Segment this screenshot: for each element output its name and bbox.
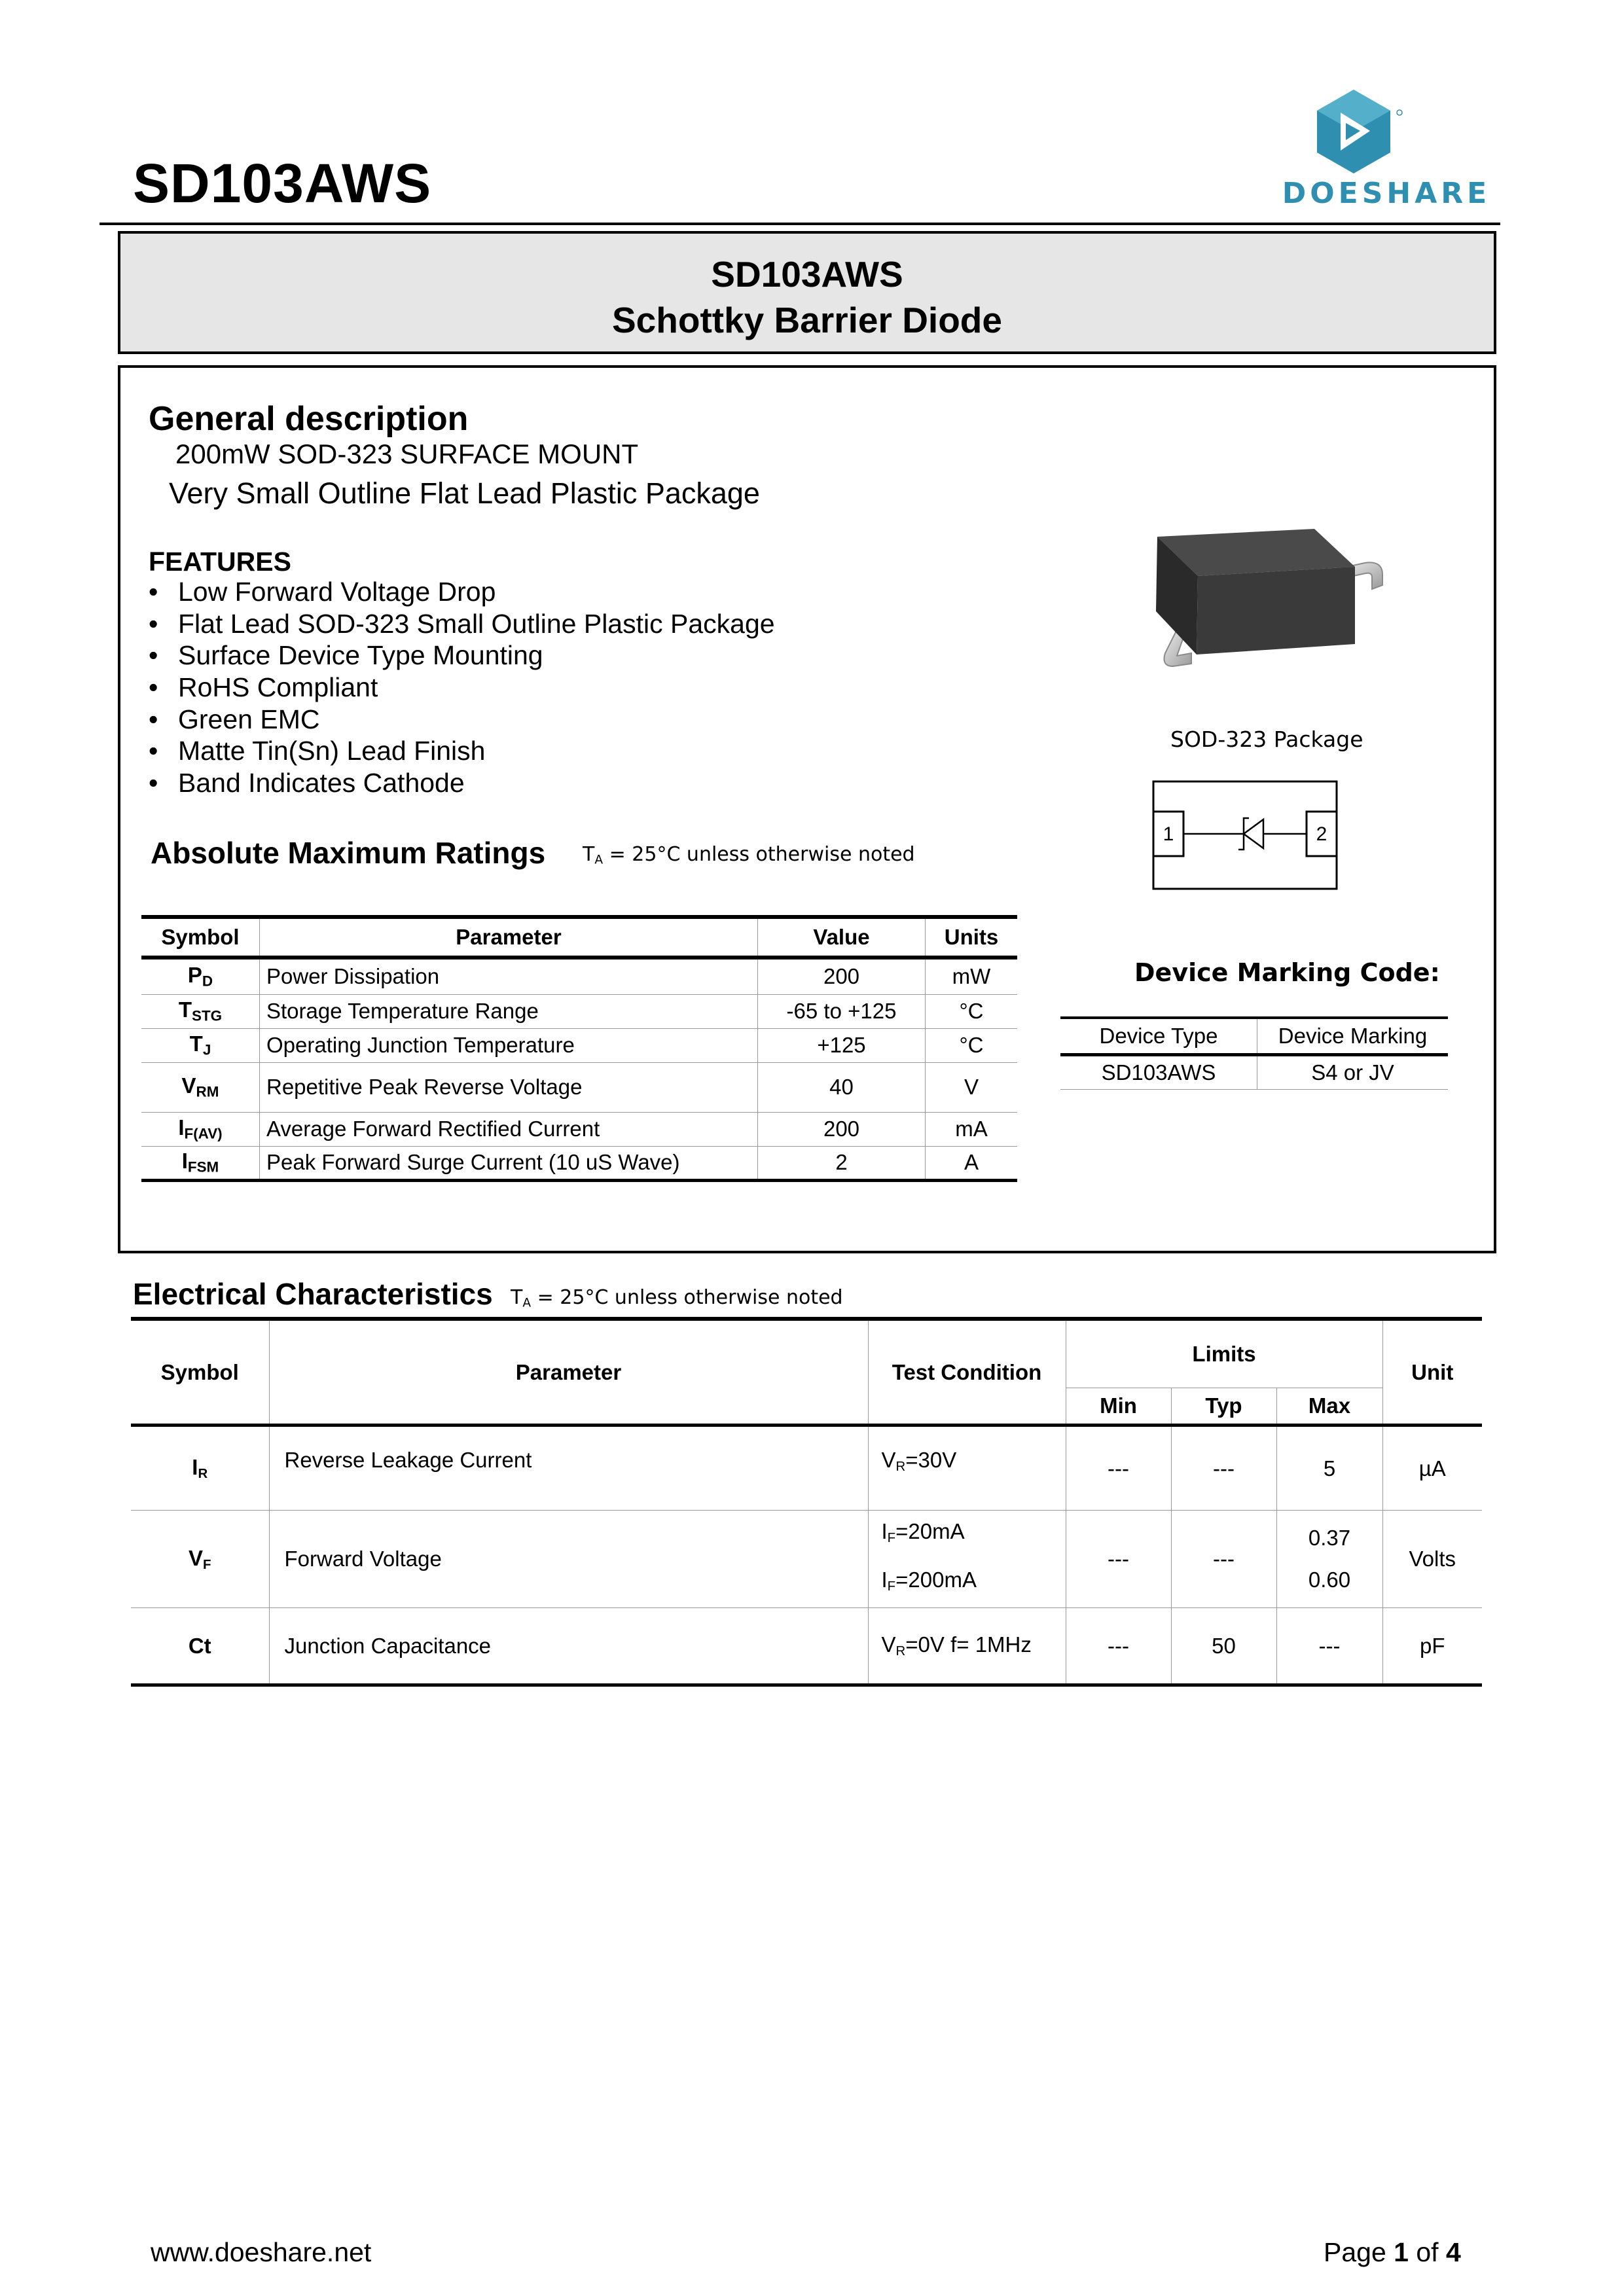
feature-item: • Band Indicates Cathode [149,768,465,798]
column-header: Parameter [260,917,758,958]
value-cell: +125 [758,1028,926,1062]
feature-item: • Matte Tin(Sn) Lead Finish [149,736,486,766]
value-cell: 200 [758,958,926,994]
general-description-line: Very Small Outline Flat Lead Plastic Package [169,476,760,510]
symbol-cell: $V_F$ [131,1511,269,1608]
feature-item: • Low Forward Voltage Drop [149,577,496,607]
title-divider [99,223,1500,225]
symbol-cell: $I_{FSM}$ [141,1146,260,1180]
banner-part-number: SD103AWS [711,254,903,295]
sod323-package-image [1139,529,1401,686]
unit-cell: Volts [1382,1511,1482,1608]
parameter-cell: Forward Voltage [269,1511,868,1608]
electrical-note: $T_A = 25^\circ C$ unless otherwise noted [511,1286,843,1310]
parameter-cell: Reverse Leakage Current [269,1426,868,1511]
units-cell: mA [926,1112,1018,1146]
table-row [141,1146,1017,1180]
column-header: Symbol [131,1319,269,1426]
table-header-row [131,1319,1482,1388]
table-header-row [1060,1018,1448,1055]
table-row [1060,1055,1448,1090]
unit-cell: µA [1382,1426,1482,1511]
typ-cell: --- [1171,1511,1276,1608]
column-header: Unit [1382,1319,1482,1426]
general-description-line: 200mW SOD-323 SURFACE MOUNT [175,439,639,469]
parameter-cell: Power Dissipation [260,958,758,994]
condition-cell: $I_F=20mA$ $I_F=200mA$ [868,1511,1066,1608]
value-cell: 200 [758,1112,926,1146]
symbol-cell: $T_{STG}$ [141,994,260,1028]
units-cell: °C [926,994,1018,1028]
brand-wordmark: DOESHARE [1282,177,1491,210]
column-header: Test Condition [868,1319,1066,1426]
units-cell: mW [926,958,1018,994]
max-cell: 0.37 0.60 [1276,1511,1382,1608]
table-row [141,994,1017,1028]
symbol-cell: $I_{F(AV)}$ [141,1112,260,1146]
min-cell: --- [1066,1426,1171,1511]
banner-subtitle: Schottky Barrier Diode [611,300,1002,340]
device-marking-heading: Device Marking Code: [1134,958,1440,987]
column-header: Value [758,917,926,958]
max-cell: --- [1276,1608,1382,1685]
condition-cell: $V_R=0V$ f= 1MHz [868,1608,1066,1685]
unit-cell: pF [1382,1608,1482,1685]
column-header: Device Type [1060,1018,1257,1055]
device-type-cell: SD103AWS [1060,1055,1257,1090]
column-header: Min [1066,1388,1171,1426]
footer-url[interactable]: www.doeshare.net [151,2237,372,2267]
symbol-cell: $T_J$ [141,1028,260,1062]
symbol-cell: $I_R$ [131,1426,269,1511]
parameter-cell: Repetitive Peak Reverse Voltage [260,1062,758,1112]
package-label: SOD-323 Package [1170,726,1363,752]
column-header: Max [1276,1388,1382,1426]
general-description-heading: General description [149,400,469,438]
value-cell: 2 [758,1146,926,1180]
typ-cell: --- [1171,1426,1276,1511]
units-cell: V [926,1062,1018,1112]
units-cell: A [926,1146,1018,1180]
column-header: Symbol [141,917,260,958]
symbol-cell: $P_D$ [141,958,260,994]
electrical-table [131,1317,1482,1687]
table-row [131,1426,1482,1511]
feature-item: • RoHS Compliant [149,672,378,703]
device-marking-cell: S4 or JV [1257,1055,1449,1090]
typ-cell: 50 [1171,1608,1276,1685]
table-row [141,958,1017,994]
electrical-heading: Electrical Characteristics [133,1277,493,1311]
table-row [141,1028,1017,1062]
min-cell: --- [1066,1608,1171,1685]
pin-1-label: 1 [1163,823,1174,845]
feature-item: • Surface Device Type Mounting [149,640,543,671]
page-number: Page 1 of 4 [1324,2237,1461,2267]
value-cell: -65 to +125 [758,994,926,1028]
feature-item: • Flat Lead SOD-323 Small Outline Plastic Package [149,608,775,639]
column-header: Device Marking [1257,1018,1449,1055]
min-cell: --- [1066,1511,1171,1608]
table-row [141,1112,1017,1146]
abs-max-table [141,915,1017,1182]
symbol-cell: Ct [131,1608,269,1685]
column-header: Parameter [269,1319,868,1426]
parameter-cell: Average Forward Rectified Current [260,1112,758,1146]
column-header: Units [926,917,1018,958]
parameter-cell: Storage Temperature Range [260,994,758,1028]
column-header: Typ [1171,1388,1276,1426]
symbol-cell: $V_{RM}$ [141,1062,260,1112]
pin-2-label: 2 [1316,823,1327,845]
features-heading: FEATURES [149,547,291,577]
abs-max-heading: Absolute Maximum Ratings [151,836,546,870]
table-row [131,1608,1482,1685]
features-list [149,576,775,799]
device-marking-table [1060,1016,1448,1090]
max-cell: 5 [1276,1426,1382,1511]
abs-max-note: $T_A = 25^\circ C$ unless otherwise noted [583,843,915,867]
table-row [141,1062,1017,1112]
title-banner [118,231,1496,354]
page-title: SD103AWS [133,152,432,214]
parameter-cell: Operating Junction Temperature [260,1028,758,1062]
doeshare-logo [1275,86,1498,217]
pin-diagram [1152,780,1339,891]
value-cell: 40 [758,1062,926,1112]
feature-item: • Green EMC [149,704,320,734]
units-cell: °C [926,1028,1018,1062]
condition-cell: $V_R=30V$ [868,1426,1066,1511]
parameter-cell: Peak Forward Surge Current (10 uS Wave) [260,1146,758,1180]
column-header: Limits [1066,1319,1382,1388]
parameter-cell: Junction Capacitance [269,1608,868,1685]
table-row [131,1511,1482,1608]
